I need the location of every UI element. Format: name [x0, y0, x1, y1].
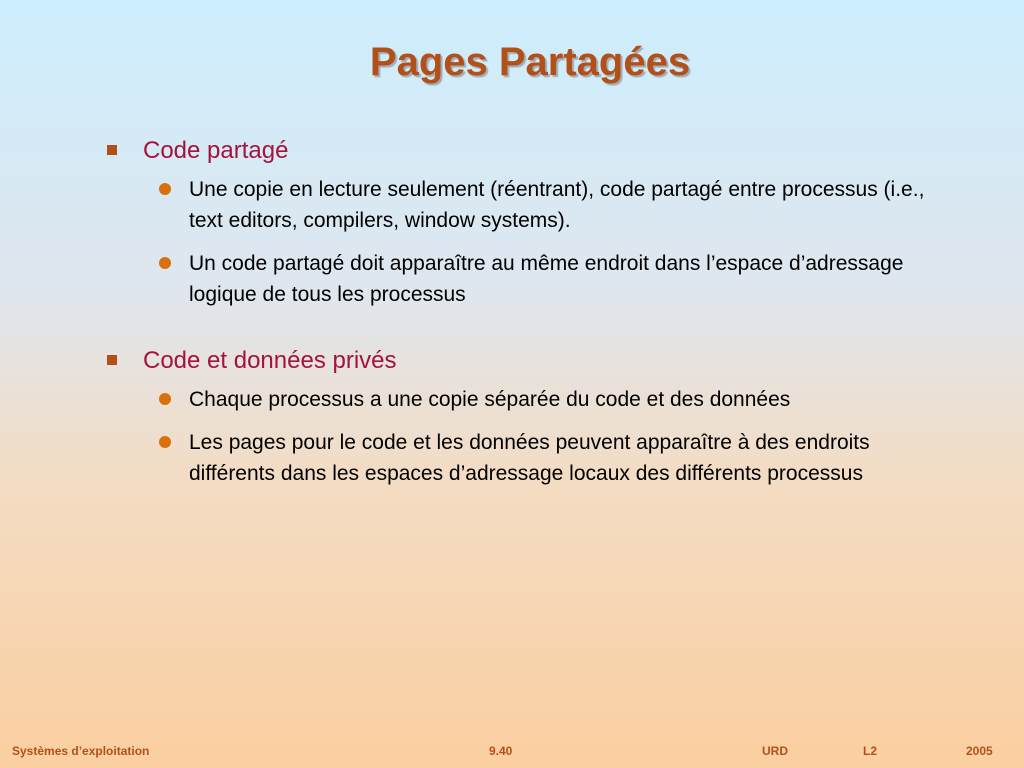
- footer-year: 2005: [966, 744, 993, 758]
- round-bullet-icon: [159, 257, 171, 269]
- bullet-item: [105, 427, 945, 489]
- round-bullet-icon: [159, 183, 171, 195]
- bullet-item: [105, 248, 945, 310]
- square-bullet-icon: [107, 355, 117, 365]
- section-heading-text: Code et données privés: [143, 347, 397, 374]
- square-bullet-icon: [107, 145, 117, 155]
- section-heading-text: Code partagé: [143, 137, 289, 164]
- round-bullet-icon: [159, 436, 171, 448]
- round-bullet-icon: [159, 393, 171, 405]
- bullet-text: Les pages pour le code et les données peuvent apparaître à des endroits différents dans les espaces d’adressage locaux des différents processus: [189, 431, 870, 485]
- footer-slide-number: 9.40: [489, 744, 513, 758]
- footer-course: Systèmes d’exploitation: [12, 744, 150, 758]
- bullet-text: Chaque processus a une copie séparée du code et des données: [189, 388, 791, 411]
- bullet-list: [105, 174, 945, 310]
- bullet-item: [105, 384, 945, 415]
- bullet-text: Un code partagé doit apparaître au même endroit dans l’espace d’adressage logique de tous les processus: [189, 252, 904, 306]
- bullet-item: [105, 174, 945, 236]
- section-shared-code: [105, 136, 945, 310]
- section-heading: [105, 136, 945, 166]
- footer-level: L2: [863, 744, 878, 758]
- section-heading: [105, 346, 945, 376]
- slide-content: [105, 136, 945, 501]
- bullet-text: Une copie en lecture seulement (réentrant), code partagé entre processus (i.e., text editors, compilers, window systems).: [189, 178, 925, 232]
- bullet-list: [105, 384, 945, 489]
- slide-title: Pages Partagées: [369, 40, 691, 84]
- footer-university: URD: [762, 744, 788, 758]
- section-private-code-data: [105, 346, 945, 489]
